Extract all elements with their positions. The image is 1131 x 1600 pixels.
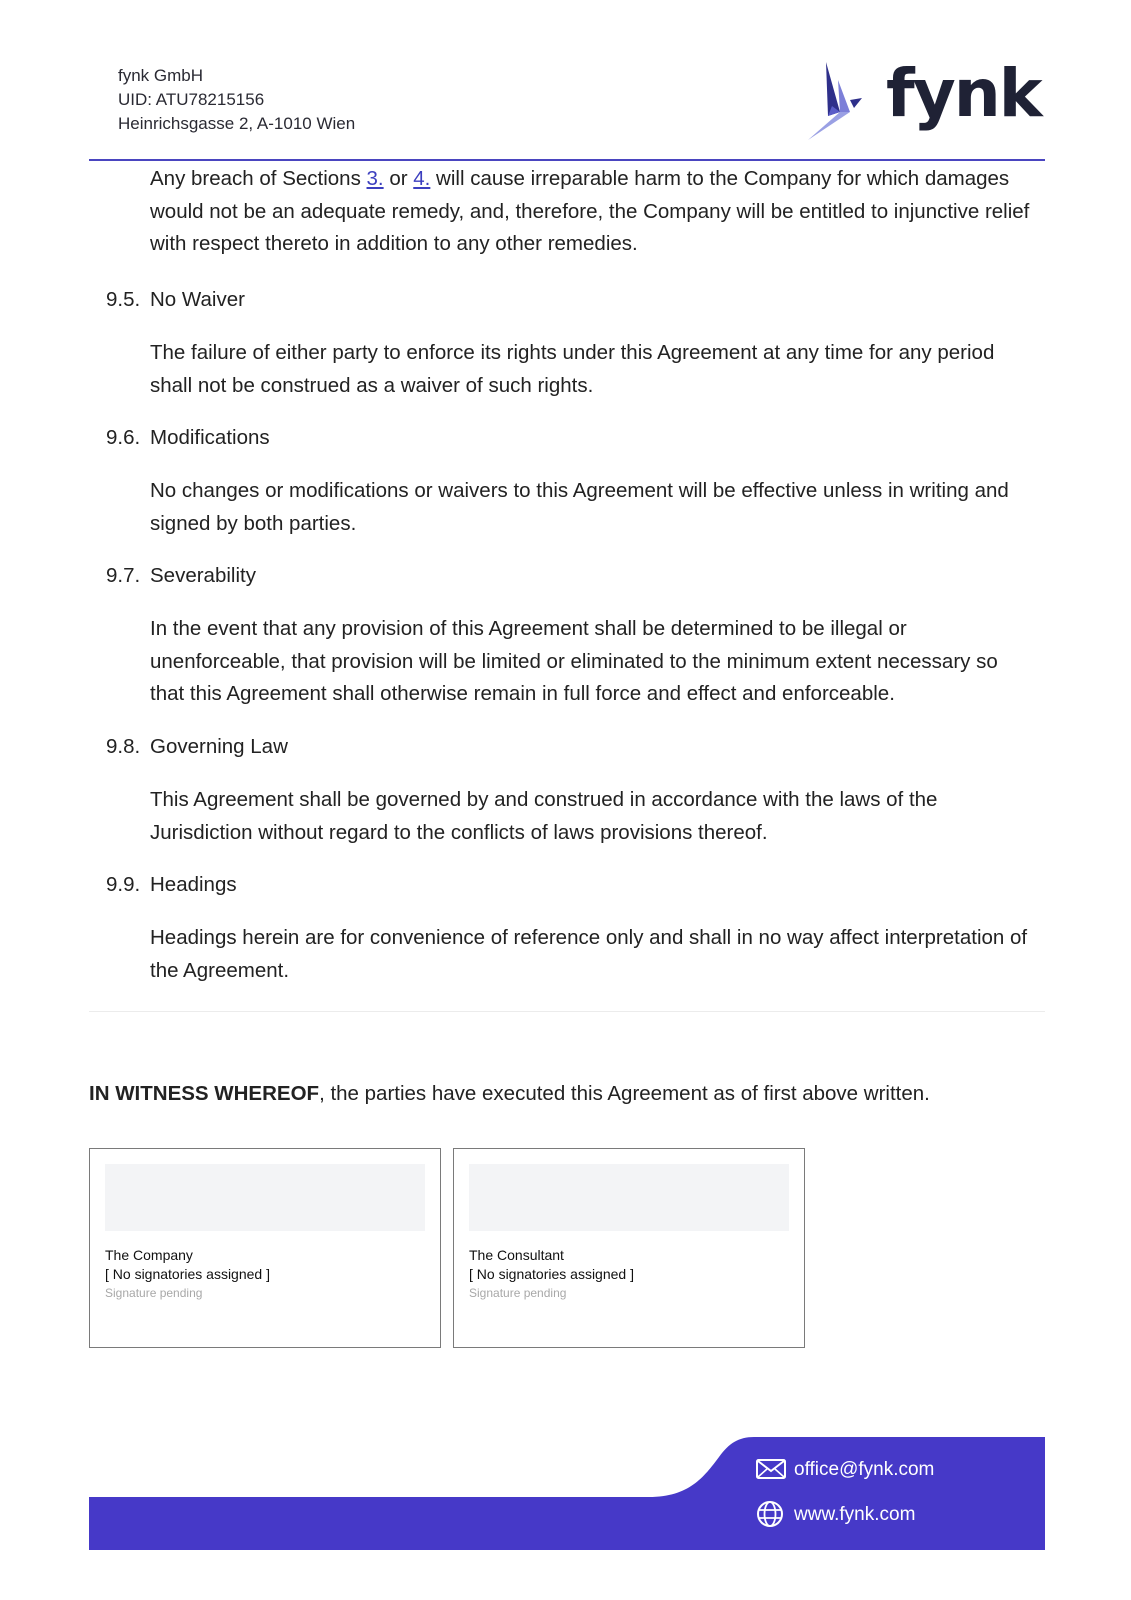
section-body: In the event that any provision of this Agreement shall be determined to be illegal or unenforceable, that provision will be limited or eliminated to the minimum extent necessary so that this Agreement shall otherwise remain in full force and effect and enforceable.: [150, 617, 998, 705]
section-number: 9.8.: [106, 735, 141, 758]
company-info: [118, 64, 355, 136]
section-title: No Waiver: [150, 288, 245, 311]
section-3-link[interactable]: 3.: [366, 167, 384, 190]
signature-party: The Company: [105, 1247, 193, 1263]
mail-icon: [756, 1458, 786, 1480]
logo-wordmark: fynk: [886, 55, 1041, 132]
section-number: 9.9.: [106, 873, 141, 896]
bird-logo-icon: [808, 60, 878, 144]
section-heading: [106, 424, 270, 452]
section-heading: [106, 286, 245, 314]
company-name: fynk GmbH: [118, 66, 204, 85]
section-number: 9.6.: [106, 426, 141, 449]
signatories-status: [ No signatories assigned ]: [469, 1266, 634, 1282]
signature-pending-label: Signature pending: [105, 1286, 203, 1300]
intro-paragraph: [150, 163, 1030, 261]
intro-text-post: will cause irreparable harm to the Company for which damages would not be an adequate remedy, and, therefore, the Company will be entitled to injunctive relief with respect thereto in addition to any other remedies.: [150, 167, 1030, 255]
section-divider: [89, 1011, 1045, 1012]
witness-statement: [89, 1080, 930, 1108]
fynk-logo: [808, 55, 1041, 144]
section-title: Governing Law: [150, 735, 288, 758]
header-divider: [89, 159, 1045, 161]
intro-text-pre: Any breach of Sections: [150, 167, 367, 190]
globe-icon: [756, 1500, 784, 1528]
email-text: office@fynk.com: [794, 1459, 935, 1480]
signature-party: The Consultant: [469, 1247, 564, 1263]
section-body: The failure of either party to enforce its rights under this Agreement at any time for any period shall not be construed as a waiver of such rights.: [150, 341, 995, 397]
website-text: www.fynk.com: [794, 1504, 916, 1525]
footer-band: [89, 1437, 1045, 1550]
section-title: Severability: [150, 564, 256, 587]
section-title: Headings: [150, 873, 237, 896]
section-number: 9.7.: [106, 564, 141, 587]
signature-area[interactable]: [105, 1164, 425, 1231]
witness-bold: IN WITNESS WHEREOF: [89, 1082, 320, 1105]
signature-box-consultant[interactable]: [453, 1148, 805, 1348]
section-title: Modifications: [150, 426, 270, 449]
intro-text-mid: or: [383, 167, 414, 190]
signature-area[interactable]: [469, 1164, 789, 1231]
section-number: 9.5.: [106, 288, 141, 311]
section-4-link[interactable]: 4.: [413, 167, 431, 190]
section-heading: [106, 562, 256, 590]
section-heading: [106, 871, 237, 899]
signatories-status: [ No signatories assigned ]: [105, 1266, 270, 1282]
witness-text: , the parties have executed this Agreement as of first above written.: [319, 1082, 930, 1105]
signature-pending-label: Signature pending: [469, 1286, 567, 1300]
section-body: No changes or modifications or waivers to this Agreement will be effective unless in writing and signed by both parties.: [150, 479, 1009, 535]
section-body: This Agreement shall be governed by and construed in accordance with the laws of the Jurisdiction without regard to the conflicts of laws provisions thereof.: [150, 788, 938, 844]
section-heading: [106, 733, 288, 761]
signature-box-company[interactable]: [89, 1148, 441, 1348]
company-uid: UID: ATU78215156: [118, 90, 265, 109]
company-address: Heinrichsgasse 2, A-1010 Wien: [118, 114, 356, 133]
section-body: Headings herein are for convenience of reference only and shall in no way affect interpretation of the Agreement.: [150, 926, 1028, 982]
